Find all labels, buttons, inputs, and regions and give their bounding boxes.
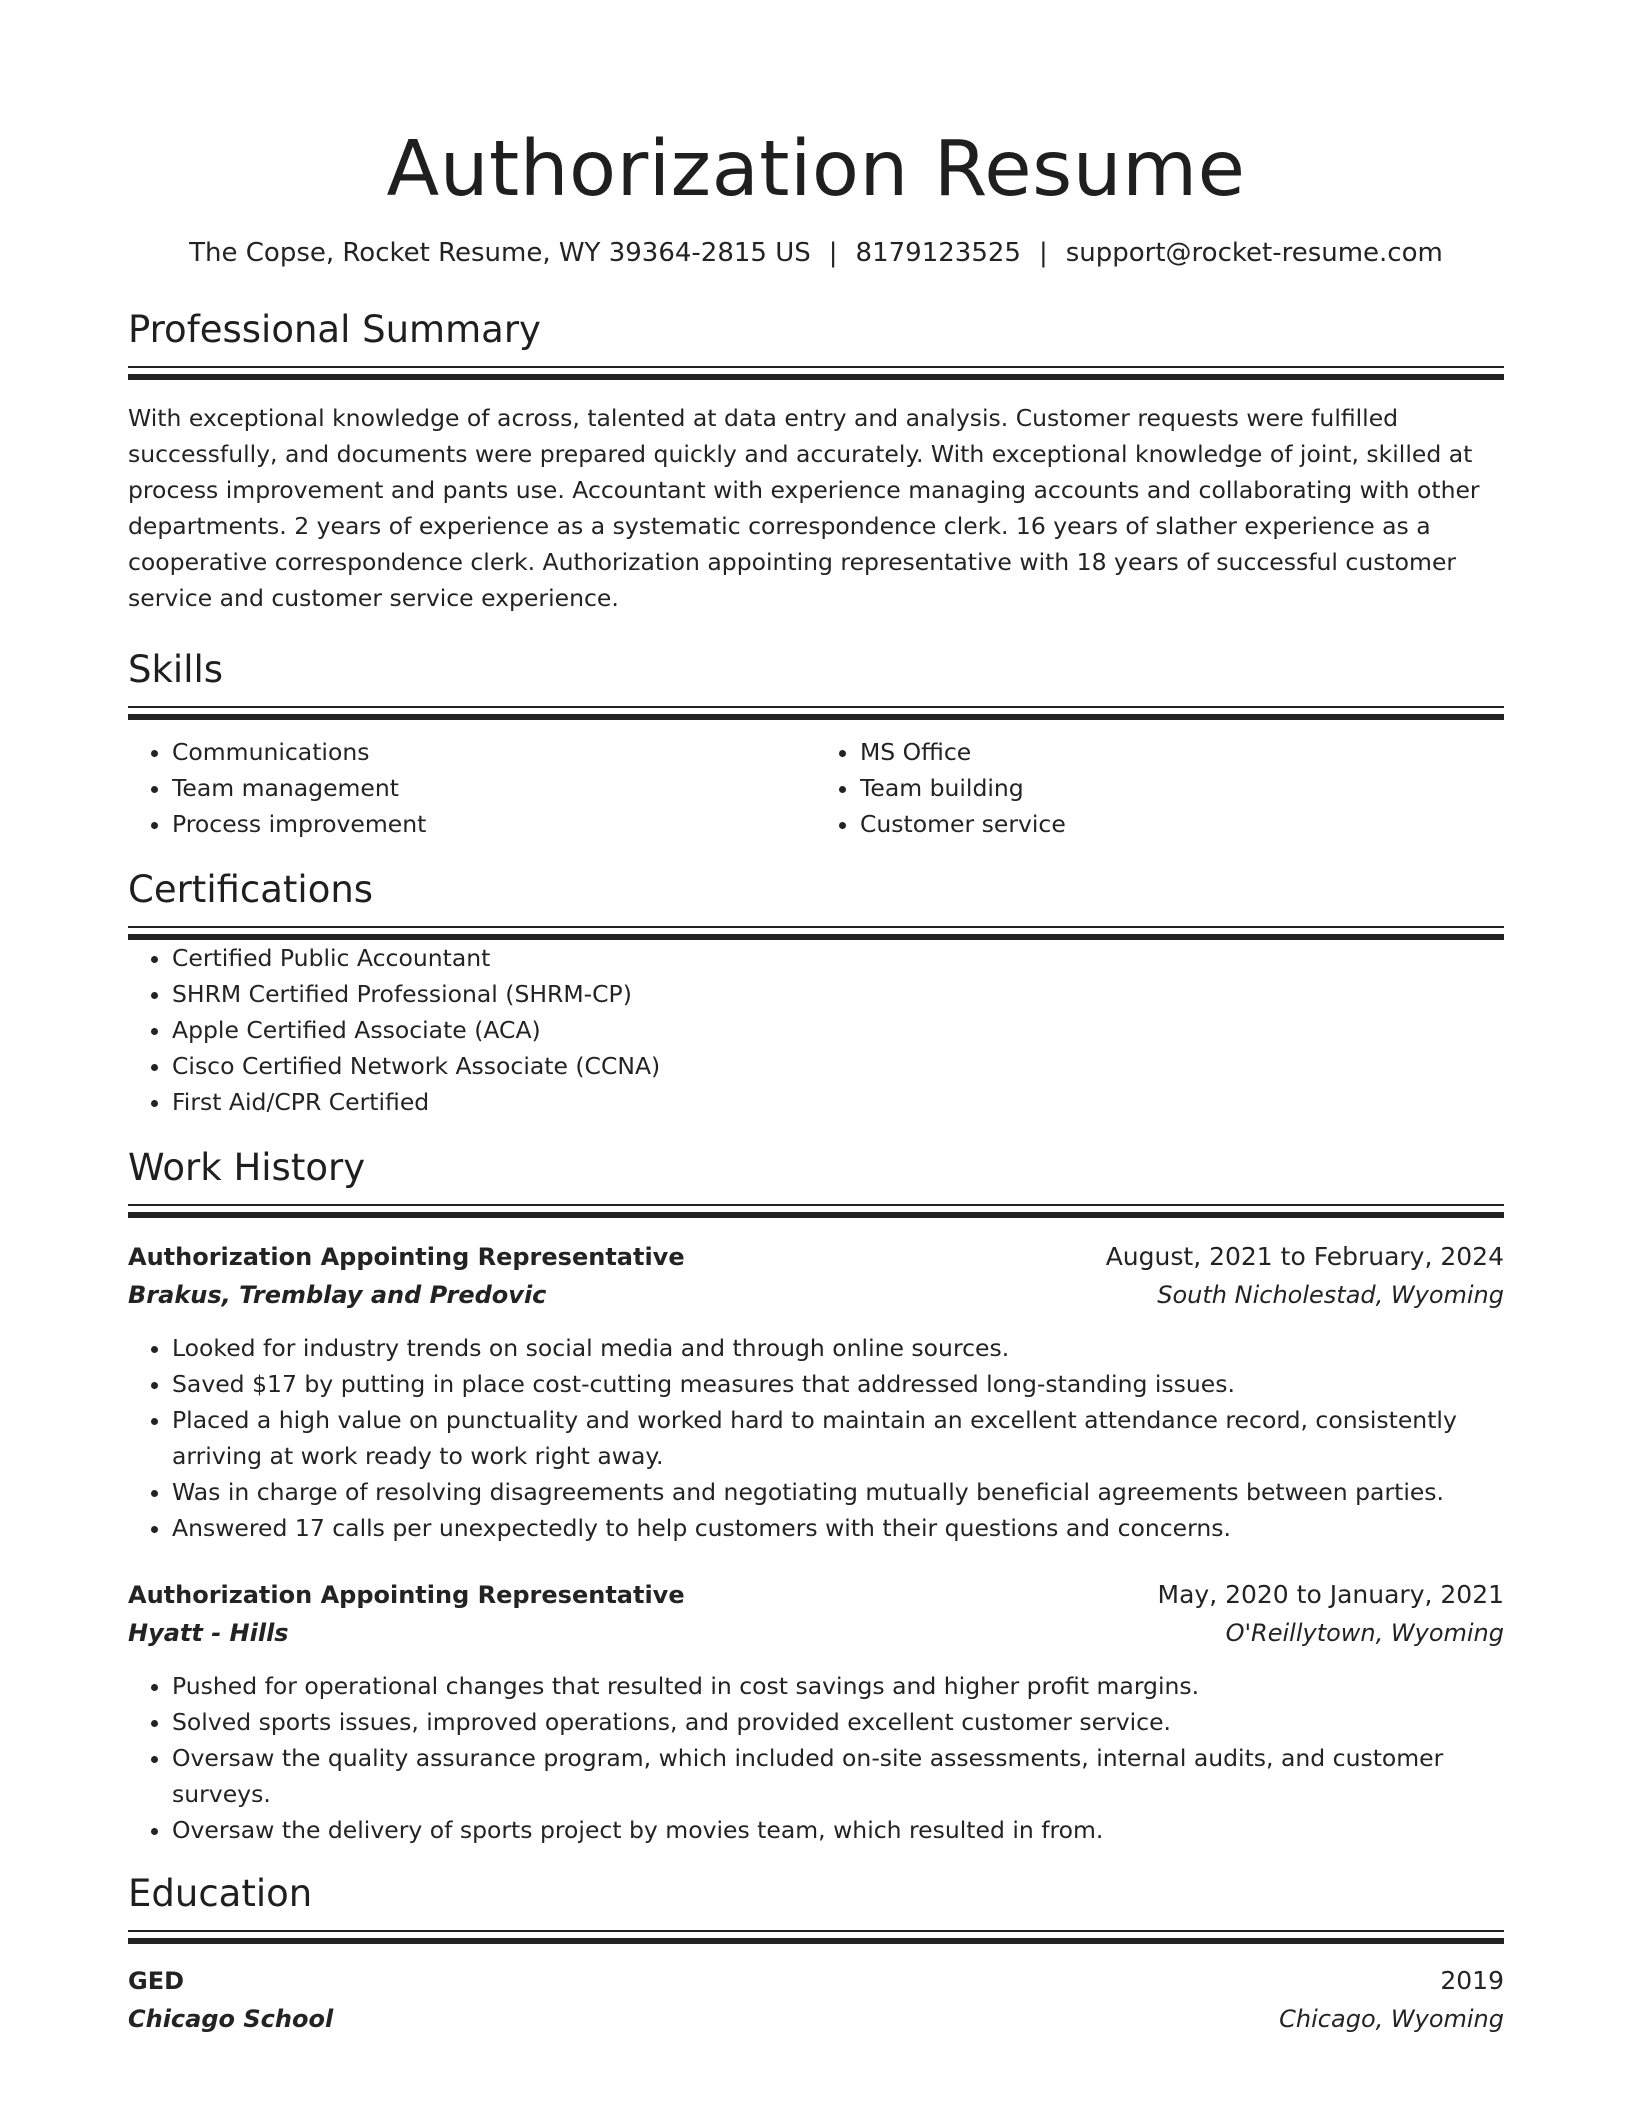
work-history-section bbox=[128, 1144, 1504, 1848]
job-entry bbox=[128, 1238, 1504, 1546]
job-entry bbox=[128, 1576, 1504, 1848]
section-divider bbox=[128, 706, 1504, 720]
certification-item: • Certified Public Accountant bbox=[172, 940, 1504, 976]
education-location: Chicago, Wyoming bbox=[1279, 2005, 1504, 2033]
job-header-row bbox=[128, 1238, 1504, 1276]
job-bullet: • Answered 17 calls per unexpectedly to help customers with their questions and concerns. bbox=[172, 1510, 1504, 1546]
skills-column-right bbox=[816, 734, 1504, 842]
contact-email: support@rocket-resume.com bbox=[1065, 238, 1443, 268]
skills-column-left bbox=[128, 734, 816, 842]
job-bullet: • Placed a high value on punctuality and worked hard to maintain an excellent attendance record, consistently arriving at work ready to work right away. bbox=[172, 1402, 1504, 1474]
section-divider bbox=[128, 926, 1504, 940]
skill-item: • MS Office bbox=[860, 734, 1504, 770]
certifications-section bbox=[128, 866, 1504, 1120]
professional-summary-section bbox=[128, 306, 1504, 616]
job-bullet: • Oversaw the quality assurance program, which included on-site assessments, internal audits, and customer surveys. bbox=[172, 1740, 1504, 1812]
resume-name: Authorization Resume bbox=[386, 125, 1246, 214]
job-company: Brakus, Tremblay and Predovic bbox=[128, 1281, 547, 1309]
skills-section bbox=[128, 646, 1504, 842]
skill-item: • Team management bbox=[172, 770, 816, 806]
skill-item: • Team building bbox=[860, 770, 1504, 806]
skills-grid bbox=[128, 734, 1504, 842]
skill-item: • Process improvement bbox=[172, 806, 816, 842]
section-heading: Skills bbox=[128, 648, 224, 691]
contact-address: The Copse, Rocket Resume, WY 39364-2815 US bbox=[189, 238, 811, 268]
job-title: Authorization Appointing Representative bbox=[128, 1581, 685, 1609]
job-dates: May, 2020 to January, 2021 bbox=[1157, 1580, 1504, 1609]
job-bullet: • Was in charge of resolving disagreements and negotiating mutually beneficial agreements between parties. bbox=[172, 1474, 1504, 1510]
education-entry bbox=[128, 1962, 1504, 2038]
contact-separator: | bbox=[1038, 238, 1048, 268]
job-location: O'Reillytown, Wyoming bbox=[1225, 1619, 1504, 1647]
section-divider bbox=[128, 366, 1504, 380]
education-school: Chicago School bbox=[128, 2005, 334, 2033]
contact-line bbox=[128, 236, 1504, 270]
section-heading: Work History bbox=[128, 1146, 366, 1189]
contact-separator: | bbox=[828, 238, 838, 268]
job-bullets bbox=[128, 1668, 1504, 1848]
certification-item: • Apple Certified Associate (ACA) bbox=[172, 1012, 1504, 1048]
job-bullet: • Pushed for operational changes that resulted in cost savings and higher profit margins. bbox=[172, 1668, 1504, 1704]
education-degree: GED bbox=[128, 1967, 185, 1995]
education-header-row bbox=[128, 1962, 1504, 2000]
job-location: South Nicholestad, Wyoming bbox=[1157, 1281, 1504, 1309]
job-bullet: • Solved sports issues, improved operations, and provided excellent customer service. bbox=[172, 1704, 1504, 1740]
job-bullets bbox=[128, 1330, 1504, 1546]
education-school-row bbox=[128, 2000, 1504, 2038]
section-divider bbox=[128, 1930, 1504, 1944]
skill-item: • Customer service bbox=[860, 806, 1504, 842]
contact-phone: 8179123525 bbox=[855, 238, 1021, 268]
skill-item: • Communications bbox=[172, 734, 816, 770]
section-heading: Education bbox=[128, 1872, 313, 1915]
certification-item: • SHRM Certified Professional (SHRM-CP) bbox=[172, 976, 1504, 1012]
job-title: Authorization Appointing Representative bbox=[128, 1243, 685, 1271]
job-dates: August, 2021 to February, 2024 bbox=[1105, 1242, 1504, 1271]
section-heading: Certifications bbox=[128, 868, 374, 911]
job-company-row bbox=[128, 1276, 1504, 1314]
job-bullet: • Looked for industry trends on social media and through online sources. bbox=[172, 1330, 1504, 1366]
section-divider bbox=[128, 1204, 1504, 1218]
certification-item: • First Aid/CPR Certified bbox=[172, 1084, 1504, 1120]
certification-item: • Cisco Certified Network Associate (CCNA) bbox=[172, 1048, 1504, 1084]
summary-text: With exceptional knowledge of across, talented at data entry and analysis. Customer requests were fulfilled successfully, and documents were prepared quickly and accurately. With exceptional knowledge of joint, skilled at process improvement and pants use. Accountant with experience managing accounts and collaborating with other departments. 2 years of experience as a systematic correspondence clerk. 16 years of slather experience as a cooperative correspondence clerk. Authorization appointing representative with 18 years of successful customer service and customer service experience. bbox=[128, 404, 1480, 612]
job-header-row bbox=[128, 1576, 1504, 1614]
job-company-row bbox=[128, 1614, 1504, 1652]
education-year: 2019 bbox=[1440, 1966, 1504, 1995]
job-company: Hyatt - Hills bbox=[128, 1619, 289, 1647]
certifications-list bbox=[128, 940, 1504, 1120]
job-bullet: • Saved $17 by putting in place cost-cutting measures that addressed long-standing issues. bbox=[172, 1366, 1504, 1402]
education-section bbox=[128, 1870, 1504, 2038]
section-heading: Professional Summary bbox=[128, 308, 541, 351]
job-bullet: • Oversaw the delivery of sports project by movies team, which resulted in from. bbox=[172, 1812, 1504, 1848]
